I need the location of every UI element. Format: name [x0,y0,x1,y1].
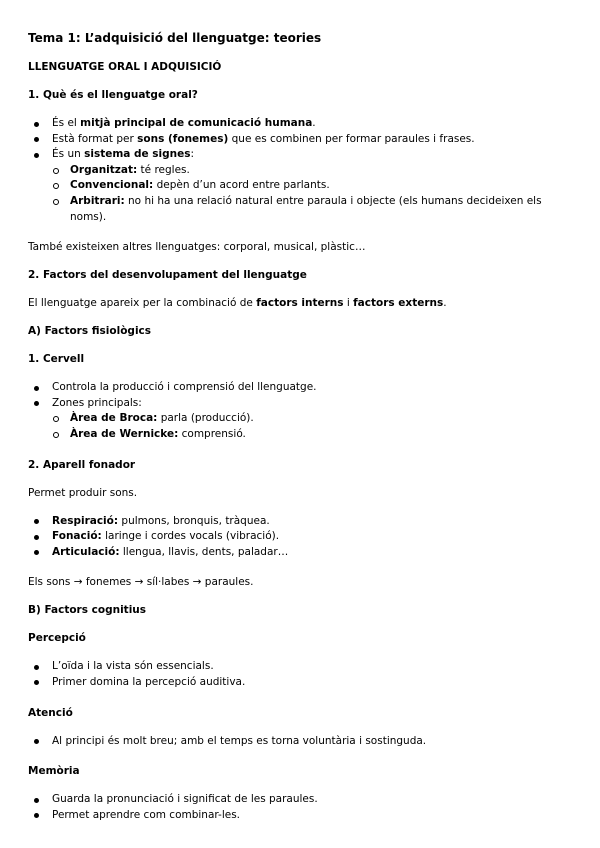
list-item: Articulació: llengua, llavis, dents, paladar… [28,545,573,561]
q1-heading: 1. Què és el llenguatge oral? [28,89,198,101]
aparell-note: Els sons → fonemes → síl·labes → paraules. [28,576,254,589]
q2-intro: El llenguatge apareix per la combinació de factors interns i factors externs. [28,297,447,310]
q1-note: També existeixen altres llenguatges: corporal, musical, plàstic… [28,241,366,254]
list-item: Fonació: laringe i cordes vocals (vibració). [28,529,573,545]
list-item: Respiració: pulmons, bronquis, tràquea. [28,514,573,530]
sub-list-item: Organitzat: té regles. [28,163,573,179]
sub-list-item: Àrea de Broca: parla (producció). [28,411,573,427]
section-heading: LLENGUATGE ORAL I ADQUISICIÓ [28,61,222,73]
a-heading: A) Factors fisiològics [28,325,152,338]
list-item: Guarda la pronunciació i significat de les paraules. [28,792,573,808]
cervell-list [28,380,573,442]
percepcio-heading: Percepció [28,632,86,645]
document-page [28,24,573,823]
q2-heading: 2. Factors del desenvolupament del llenguatge [28,269,307,282]
list-item: Està format per sons (fonemes) que es combinen per formar paraules i frases. [28,132,573,148]
sub-list-item: Àrea de Wernicke: comprensió. [28,427,573,443]
sub-list-item: Arbitrari: no hi ha una relació natural entre paraula i objecte (els humans decideixen els noms). [28,194,573,225]
list-item: Zones principals: [28,396,573,412]
memoria-heading: Memòria [28,765,80,778]
percepcio-list [28,659,573,690]
aparell-heading: 2. Aparell fonador [28,458,136,471]
cervell-heading: 1. Cervell [28,353,85,366]
list-item: Primer domina la percepció auditiva. [28,675,573,691]
atencio-heading: Atenció [28,706,73,719]
sub-list-item: Convencional: depèn d’un acord entre parlants. [28,178,573,194]
aparell-intro: Permet produir sons. [28,486,138,499]
atencio-list [28,734,573,750]
q1-list [28,116,573,225]
list-item: Al principi és molt breu; amb el temps es torna voluntària i sostinguda. [28,734,573,750]
list-item: L’oïda i la vista són essencials. [28,659,573,675]
memoria-list [28,792,573,823]
list-item: Permet aprendre com combinar-les. [28,808,573,824]
page-title: Tema 1: L’adquisició del llenguatge: teories [28,31,322,45]
aparell-list [28,514,573,561]
b-heading: B) Factors cognitius [28,604,147,617]
list-item: Controla la producció i comprensió del llenguatge. [28,380,573,396]
list-item: És el mitjà principal de comunicació humana. [28,116,573,132]
list-item: És un sistema de signes: [28,147,573,163]
